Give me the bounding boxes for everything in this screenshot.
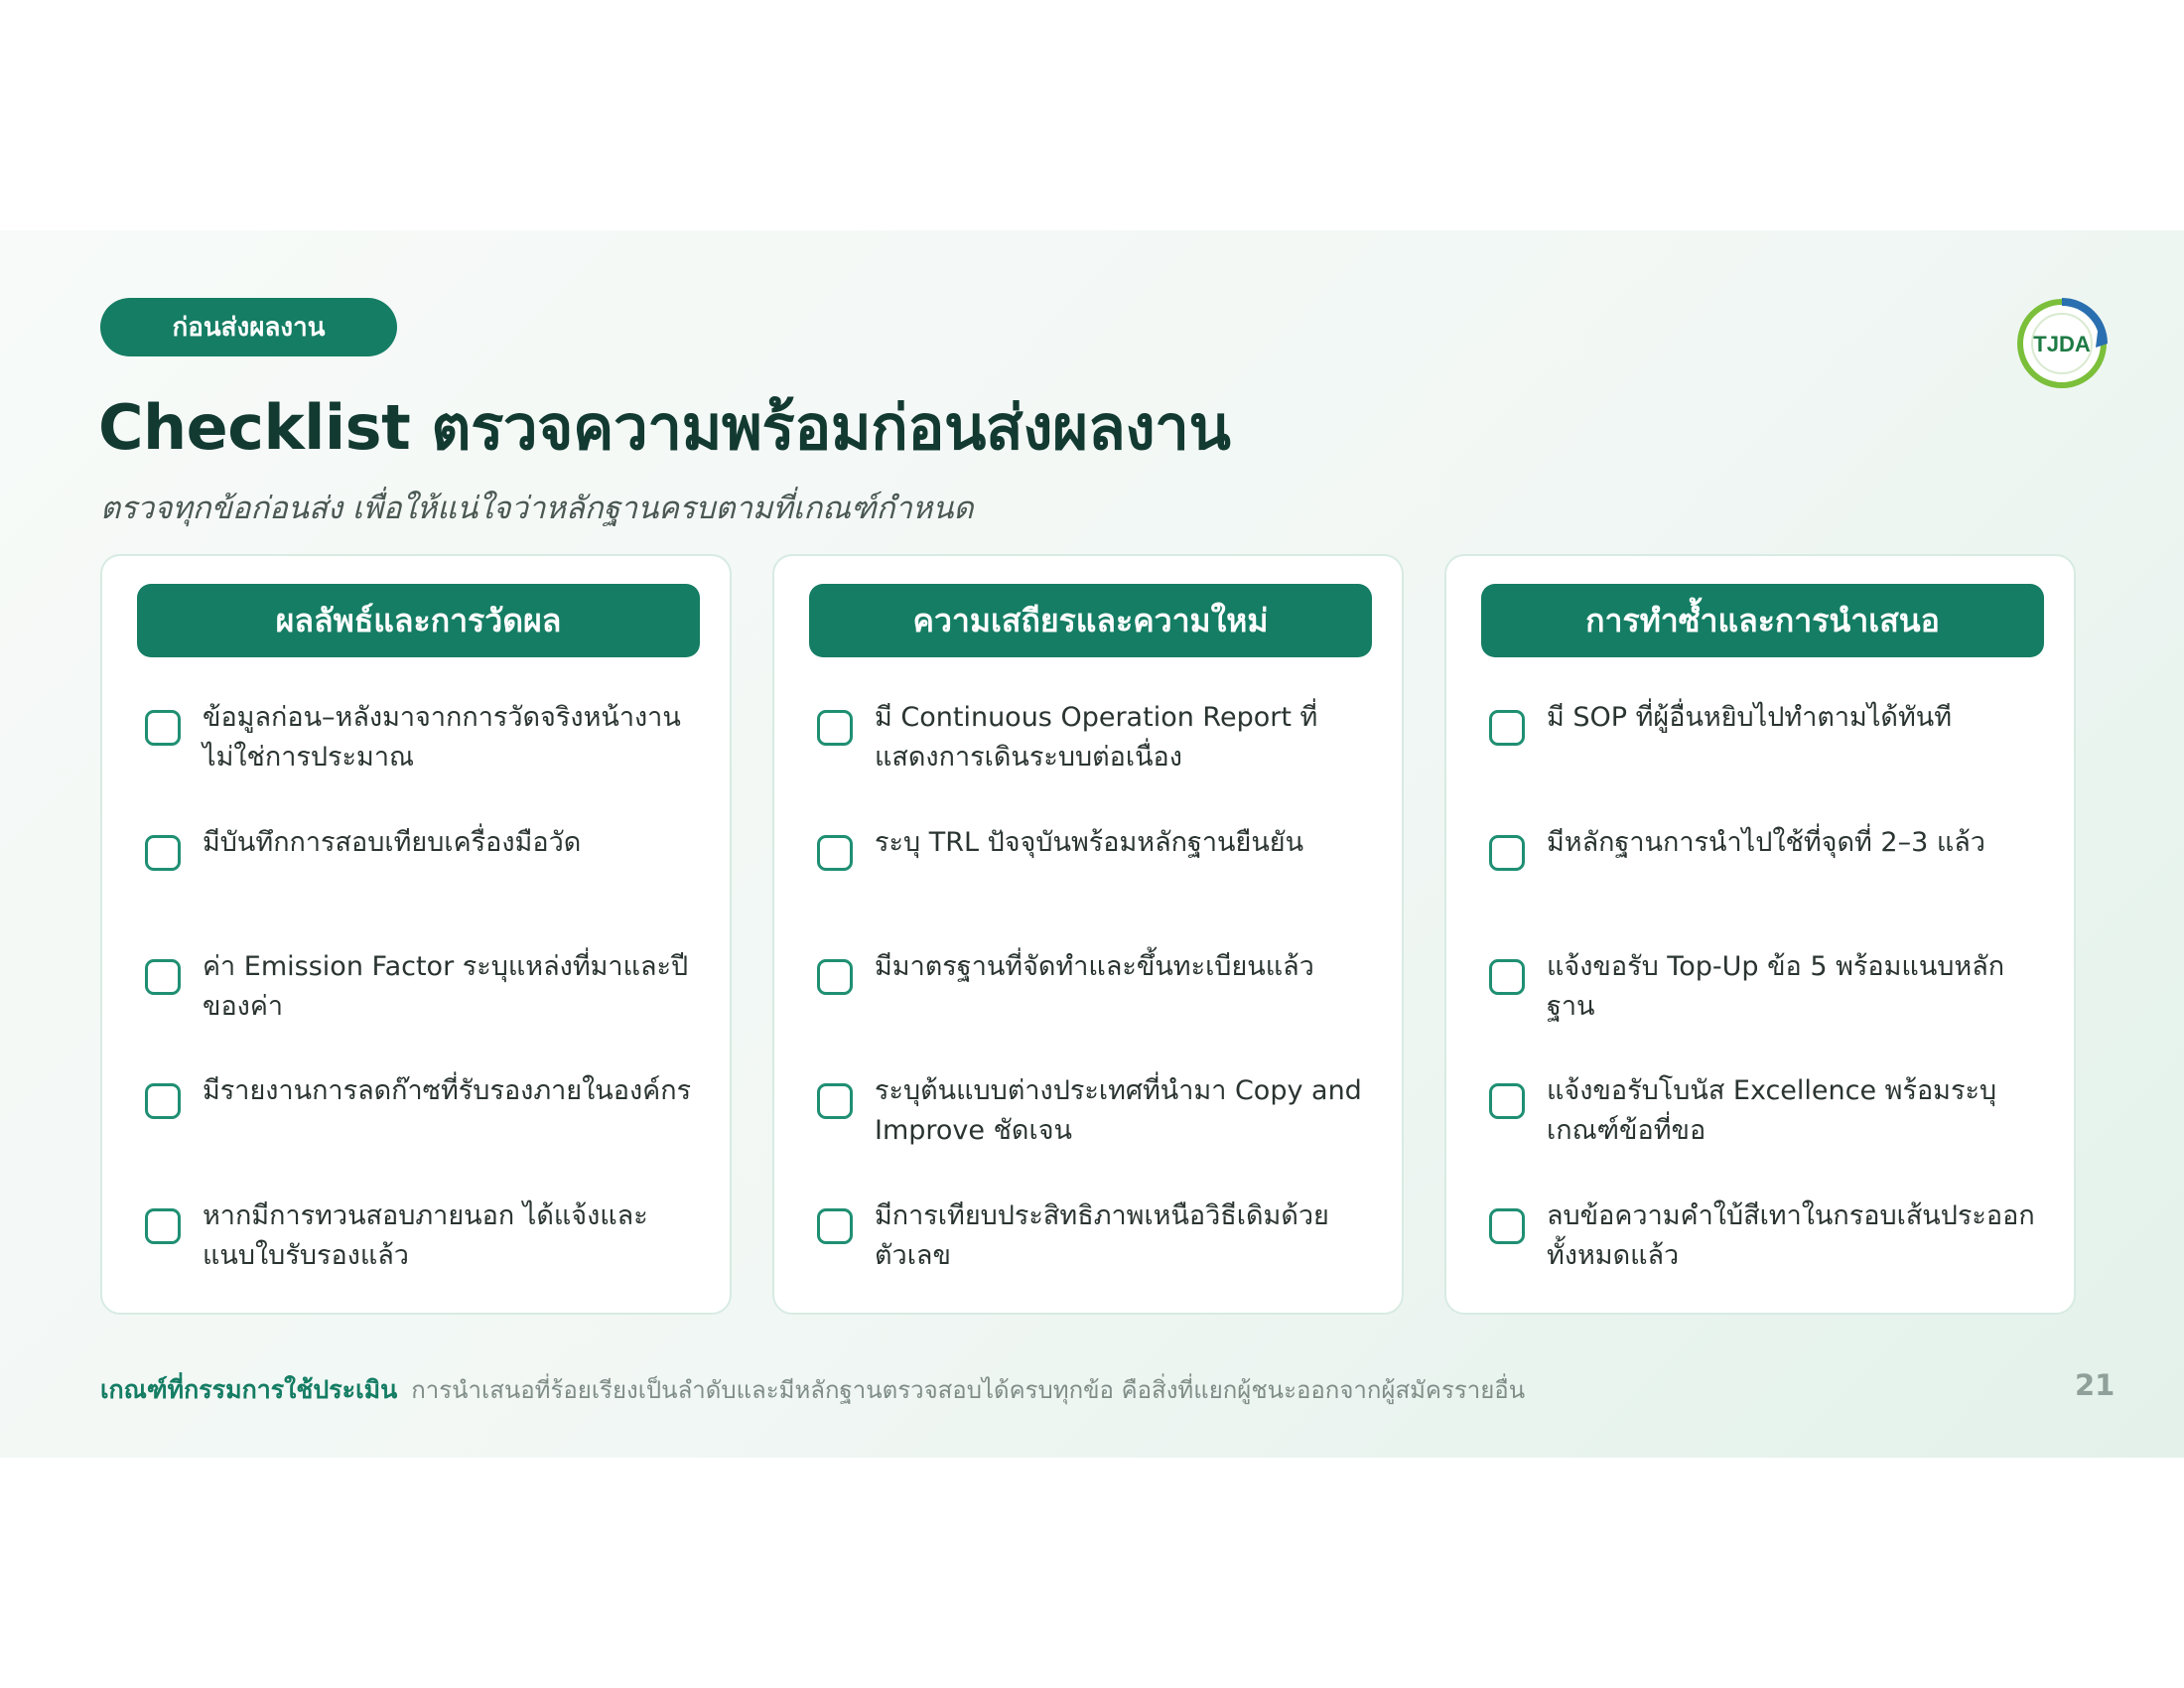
checklist-item[interactable] xyxy=(814,827,1370,919)
checkbox[interactable] xyxy=(1489,710,1525,746)
checklist-item-label: มีบันทึกการสอบเทียบเครื่องมือวัด xyxy=(203,827,582,858)
checkbox[interactable] xyxy=(1489,1208,1525,1244)
slide xyxy=(0,230,2184,1458)
footer-label: เกณฑ์ที่กรรมการใช้ประเมิน xyxy=(100,1375,398,1404)
checklist-item-label: มีมาตรฐานที่จัดทำและขึ้นทะเบียนแล้ว xyxy=(875,951,1314,982)
checklist-item[interactable] xyxy=(814,951,1370,1044)
checkbox[interactable] xyxy=(817,710,853,746)
checklist-item[interactable] xyxy=(814,702,1370,794)
checklist-item[interactable] xyxy=(814,1075,1370,1168)
checklist-item-label: ค่า Emission Factor ระบุแหล่งที่มาและปีของค่า xyxy=(203,951,689,1022)
checklist-item-label: ลบข้อความคำใบ้สีเทาในกรอบเส้นประออกทั้งหมดแล้ว xyxy=(1547,1200,2035,1271)
checklist-item[interactable] xyxy=(142,1200,698,1293)
checklist-item[interactable] xyxy=(1486,1200,2042,1293)
checklist-item-label: มีรายงานการลดก๊าซที่รับรองภายในองค์กร xyxy=(203,1075,692,1106)
checkbox[interactable] xyxy=(1489,959,1525,995)
checkbox[interactable] xyxy=(145,1208,181,1244)
checkbox[interactable] xyxy=(145,835,181,871)
footer xyxy=(100,1370,1525,1410)
checklist-item-label: มี Continuous Operation Report ที่แสดงการเดินระบบต่อเนื่อง xyxy=(875,702,1318,773)
checklist-item[interactable] xyxy=(1486,702,2042,794)
checklist-item-label: มีหลักฐานการนำไปใช้ที่จุดที่ 2–3 แล้ว xyxy=(1547,827,1985,858)
checkbox[interactable] xyxy=(145,710,181,746)
checklist-item-label: มี SOP ที่ผู้อื่นหยิบไปทำตามได้ทันที xyxy=(1547,702,1953,733)
checkbox[interactable] xyxy=(817,959,853,995)
card-header: การทำซ้ำและการนำเสนอ xyxy=(1481,584,2044,657)
logo-text: TJDA xyxy=(2033,332,2091,356)
checklist-item[interactable] xyxy=(1486,827,2042,919)
checklist-item-label: แจ้งขอรับโบนัส Excellence พร้อมระบุเกณฑ์ข้อที่ขอ xyxy=(1547,1075,1997,1146)
section-tag: ก่อนส่งผลงาน xyxy=(100,298,397,356)
checklist-item[interactable] xyxy=(142,951,698,1044)
checkbox[interactable] xyxy=(145,959,181,995)
checklist-item-label: ระบุต้นแบบต่างประเทศที่นำมา Copy and Improve ชัดเจน xyxy=(875,1075,1362,1146)
checklist-item[interactable] xyxy=(142,1075,698,1168)
checklist-item[interactable] xyxy=(1486,951,2042,1044)
tjda-logo-icon xyxy=(2012,294,2112,393)
checkbox[interactable] xyxy=(817,835,853,871)
checkbox[interactable] xyxy=(1489,1083,1525,1119)
checklist-item-label: มีการเทียบประสิทธิภาพเหนือวิธีเดิมด้วยตัวเลข xyxy=(875,1200,1329,1271)
checkbox[interactable] xyxy=(817,1083,853,1119)
page-title: Checklist ตรวจความพร้อมก่อนส่งผลงาน xyxy=(98,391,1231,464)
checklist-card-replication xyxy=(1444,554,2076,1315)
footer-text: การนำเสนอที่ร้อยเรียงเป็นลำดับและมีหลักฐานตรวจสอบได้ครบทุกข้อ คือสิ่งที่แยกผู้ชนะออกจากผู้สมัครรายอื่น xyxy=(411,1376,1526,1404)
checkbox[interactable] xyxy=(817,1208,853,1244)
checkbox[interactable] xyxy=(145,1083,181,1119)
checklist-item[interactable] xyxy=(1486,1075,2042,1168)
checklist-card-stability xyxy=(772,554,1404,1315)
checklist-item-label: ข้อมูลก่อน–หลังมาจากการวัดจริงหน้างาน ไม่ใช่การประมาณ xyxy=(203,702,681,773)
card-header: ผลลัพธ์และการวัดผล xyxy=(137,584,700,657)
checklist-item[interactable] xyxy=(142,702,698,794)
checklist-item-label: แจ้งขอรับ Top-Up ข้อ 5 พร้อมแนบหลักฐาน xyxy=(1547,951,2005,1022)
checklist-item[interactable] xyxy=(814,1200,1370,1293)
checklist-card-results xyxy=(100,554,732,1315)
checklist-item-label: หากมีการทวนสอบภายนอก ได้แจ้งและแนบใบรับรองแล้ว xyxy=(203,1200,648,1271)
page-number: 21 xyxy=(2075,1368,2116,1402)
checkbox[interactable] xyxy=(1489,835,1525,871)
card-header: ความเสถียรและความใหม่ xyxy=(809,584,1372,657)
checklist-item-label: ระบุ TRL ปัจจุบันพร้อมหลักฐานยืนยัน xyxy=(875,827,1304,858)
page-subtitle: ตรวจทุกข้อก่อนส่ง เพื่อให้แน่ใจว่าหลักฐานครบตามที่เกณฑ์กำหนด xyxy=(100,491,974,526)
checklist-item[interactable] xyxy=(142,827,698,919)
